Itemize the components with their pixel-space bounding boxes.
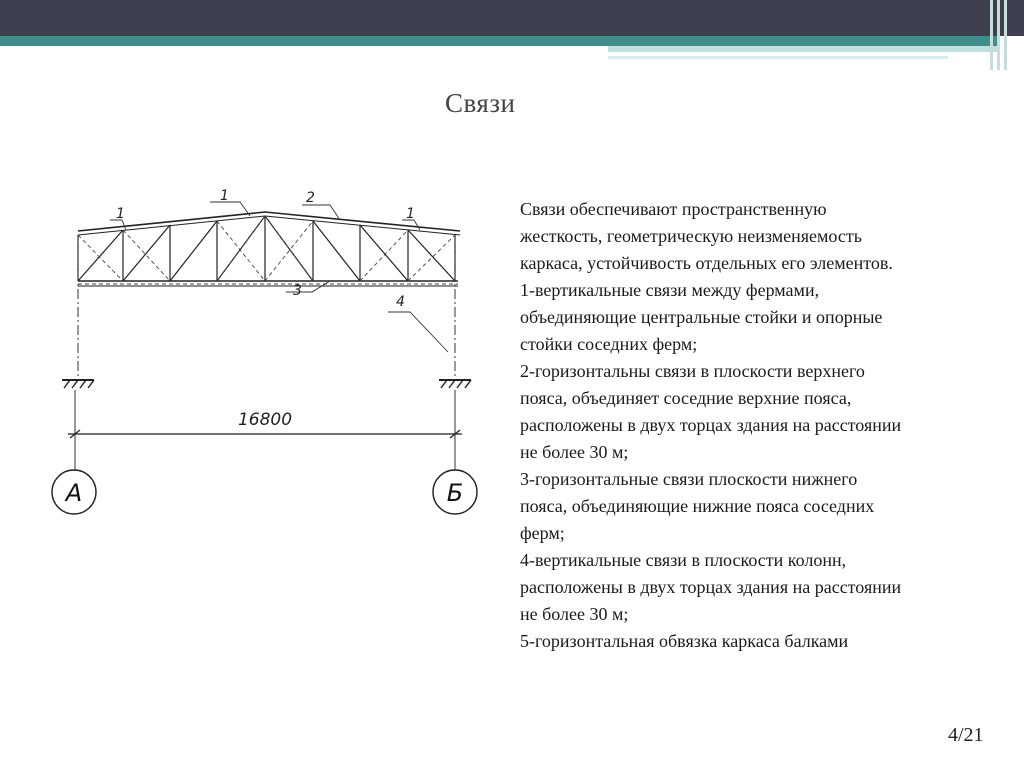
page-number: 4/21 (948, 724, 984, 746)
frame-drawing (50, 180, 490, 520)
callout-1-right: 1 (406, 206, 415, 222)
text-line: объединяющие центральные стойки и опорные (520, 307, 883, 327)
callout-4: 4 (396, 294, 405, 310)
text-line: каркаса, устойчивость отдельных его элементов. (520, 253, 893, 273)
supports (62, 380, 471, 388)
callout-2: 2 (306, 190, 315, 206)
axis-label-right: Б (446, 479, 464, 507)
text-line: жесткость, геометрическую неизменяемость (520, 226, 862, 246)
text-line: не более 30 м; (520, 604, 629, 624)
slide-title: Связи (445, 88, 516, 118)
dimension-line (68, 430, 462, 438)
callout-1-left: 1 (116, 206, 125, 222)
header-accent-stripe-thin (608, 56, 948, 59)
callout-3: 3 (293, 283, 302, 299)
header-bar (0, 0, 1024, 36)
text-line: пояса, объединяет соседние верхние пояса, (520, 388, 852, 408)
body-text (520, 196, 1000, 655)
text-line: пояса, объединяющие нижние пояса соседних (520, 496, 875, 516)
text-line: 1-вертикальные связи между фермами, (520, 280, 820, 300)
text-line: 3-горизонтальные связи плоскости нижнего (520, 469, 858, 489)
dimension-label: 16800 (237, 410, 293, 430)
text-line: 2-горизонтальны связи в плоскости верхнего (520, 361, 865, 381)
text-line: 5-горизонтальная обвязка каркаса балками (520, 631, 849, 651)
header-corner-decoration (990, 0, 1012, 70)
text-line: Связи обеспечивают пространственную (520, 199, 827, 219)
dashed-bracing (78, 216, 458, 284)
header-accent-stripe (608, 46, 1000, 52)
text-line: 4-вертикальные связи в плоскости колонн, (520, 550, 847, 570)
callout-1-center: 1 (220, 188, 229, 204)
text-line: не более 30 м; (520, 442, 629, 462)
text-line: стойки соседних ферм; (520, 334, 698, 354)
text-line: расположены в двух торцах здания на расстоянии (520, 577, 902, 597)
text-line: расположены в двух торцах здания на расстоянии (520, 415, 902, 435)
text-line: ферм; (520, 523, 565, 543)
header-accent-band (0, 36, 1000, 46)
truss-structure (78, 212, 460, 286)
axis-lines (75, 390, 455, 470)
axis-label-left: А (65, 479, 83, 507)
